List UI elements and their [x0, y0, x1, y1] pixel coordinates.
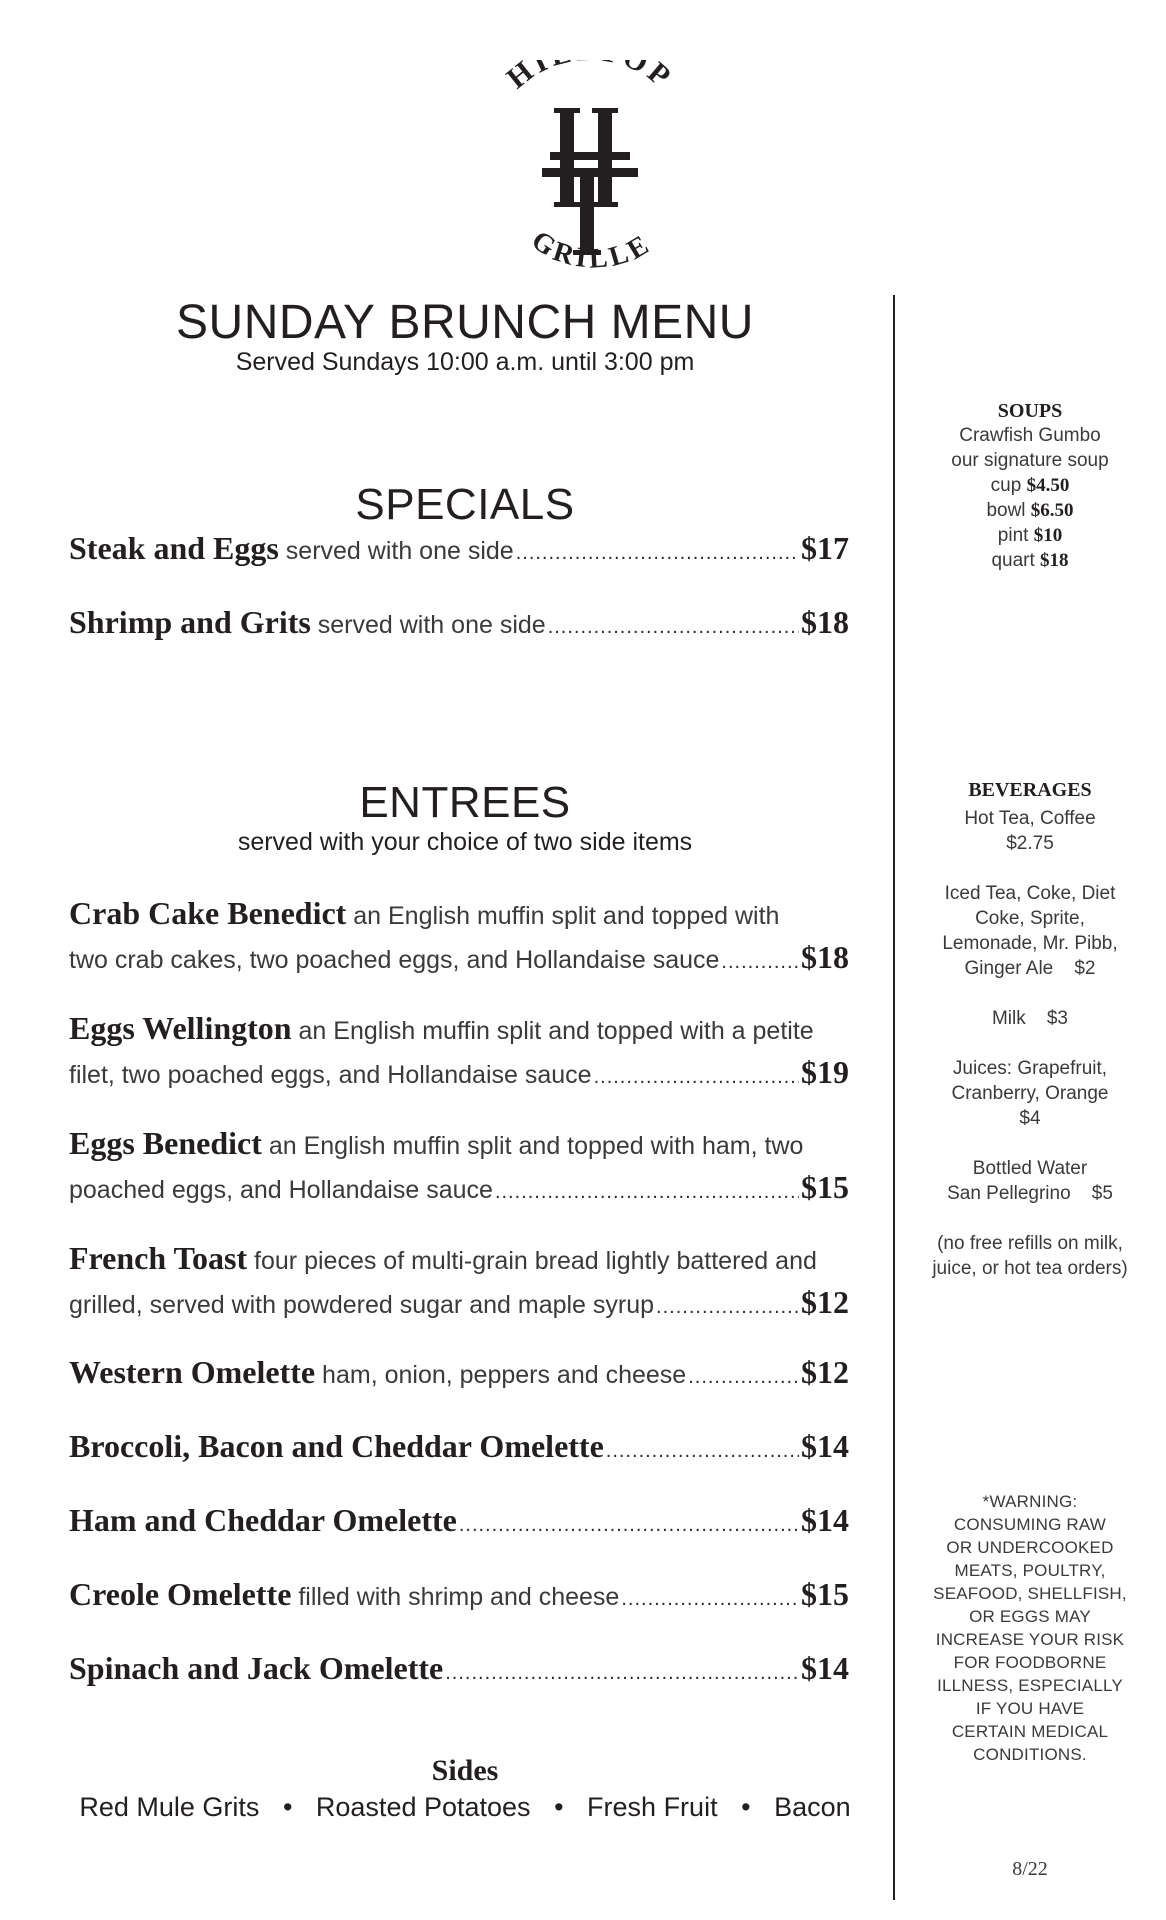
beverage-line: Cranberry, Orange: [951, 1083, 1109, 1104]
item-name: Shrimp and Grits: [69, 604, 311, 640]
item-name: Western Omelette: [69, 1354, 316, 1390]
date-code: 8/22: [1012, 1858, 1048, 1880]
side-item: Roasted Potatoes: [315, 1792, 531, 1822]
bullet-separator: •: [741, 1792, 751, 1822]
refill-note: (no free refills on milk,: [937, 1233, 1123, 1254]
leader-dots: [459, 1505, 799, 1546]
bullet-separator: •: [554, 1792, 564, 1822]
beverage-line: Hot Tea, Coffee: [964, 808, 1096, 829]
beverages-section: [905, 779, 1155, 1281]
entrees-title: ENTREES: [359, 778, 571, 827]
warning-line: OR UNDERCOOKED: [946, 1538, 1114, 1557]
entree-item: [69, 1008, 849, 1098]
leader-dots: [548, 607, 799, 648]
bullet-separator: •: [282, 1792, 293, 1822]
beverages-title: BEVERAGES: [968, 779, 1092, 801]
warning-line: OR EGGS MAY: [969, 1607, 1091, 1626]
beverage-line: Bottled Water: [972, 1158, 1088, 1179]
size-price: $18: [1040, 550, 1069, 571]
svg-text:HILLTOP: [501, 60, 680, 95]
leader-dots: [688, 1357, 799, 1398]
soup-size: [905, 498, 1155, 523]
entree-item: [69, 1238, 849, 1328]
item-description: filled with shrimp and cheese: [291, 1583, 620, 1611]
side-item: Red Mule Grits: [79, 1792, 260, 1822]
item-price: $14: [801, 1650, 849, 1686]
leader-dots: [721, 942, 799, 983]
entree-item: [69, 1123, 849, 1213]
leader-dots: [445, 1653, 799, 1694]
item-price: $15: [801, 1169, 849, 1205]
sides-title: Sides: [431, 1754, 499, 1787]
item-description: served with one side: [278, 537, 514, 565]
warning-line: CONDITIONS.: [973, 1745, 1087, 1764]
leader-dots: [495, 1172, 799, 1213]
leader-dots: [606, 1431, 799, 1472]
size-price: $6.50: [1030, 500, 1074, 521]
warning-line: SEAFOOD, SHELLFISH,: [933, 1584, 1127, 1603]
warning-line: *WARNING:: [982, 1492, 1078, 1511]
item-price: $17: [801, 530, 849, 566]
soup-name: Crawfish Gumbo: [959, 425, 1101, 446]
soup-note: our signature soup: [951, 450, 1109, 471]
item-name: French Toast: [69, 1240, 248, 1276]
item-price: $12: [801, 1284, 849, 1320]
size-label: bowl: [986, 500, 1026, 521]
entree-item: [69, 1426, 849, 1472]
beverage-line: Coke, Sprite,: [975, 908, 1085, 929]
item-name: Broccoli, Bacon and Cheddar Omelette: [69, 1428, 604, 1464]
logo-mark: [470, 60, 710, 280]
item-description: served with one side: [310, 611, 546, 639]
page-title: SUNDAY BRUNCH MENU: [176, 296, 754, 349]
item-description: ham, onion, peppers and cheese: [315, 1361, 687, 1389]
leader-dots: [621, 1579, 799, 1620]
warning-line: IF YOU HAVE: [975, 1699, 1085, 1718]
item-name: Crab Cake Benedict: [69, 895, 347, 931]
item-price: $14: [801, 1428, 849, 1464]
item-description: an English muffin split and topped with ham, two: [261, 1132, 804, 1160]
warning-line: ILLNESS, ESPECIALLY: [937, 1676, 1123, 1695]
soups-title: SOUPS: [997, 400, 1063, 422]
size-price: $10: [1033, 525, 1063, 546]
item-description-cont: poached eggs, and Hollandaise sauce: [69, 1176, 493, 1204]
leader-dots: [516, 533, 799, 574]
beverage-line: Lemonade, Mr. Pibb,: [942, 933, 1118, 954]
beverage-line: Ginger Ale $2: [964, 958, 1096, 979]
beverage-line: San Pellegrino $5: [947, 1183, 1113, 1204]
item-description-cont: grilled, served with powdered sugar and maple syrup: [69, 1291, 655, 1319]
soup-size: [905, 548, 1155, 573]
logo-bottom-text: GRILLE: [525, 224, 658, 275]
entree-item: [69, 1500, 849, 1546]
special-item: [69, 528, 849, 574]
warning-line: CERTAIN MEDICAL: [951, 1722, 1109, 1741]
item-description: an English muffin split and topped with a petite: [291, 1017, 814, 1045]
item-price: $18: [801, 939, 849, 975]
side-item: Fresh Fruit: [587, 1792, 718, 1822]
food-safety-warning: [905, 1490, 1155, 1766]
soups-section: [905, 400, 1155, 573]
item-price: $12: [801, 1354, 849, 1390]
item-name: Eggs Wellington: [69, 1010, 292, 1046]
beverage-line: Iced Tea, Coke, Diet: [944, 883, 1116, 904]
size-label: quart: [991, 550, 1035, 571]
entree-item: [69, 1574, 849, 1620]
soup-size: [905, 473, 1155, 498]
size-label: pint: [997, 525, 1029, 546]
item-description-cont: filet, two poached eggs, and Hollandaise sauce: [69, 1061, 592, 1089]
specials-title: SPECIALS: [355, 480, 575, 529]
size-label: cup: [990, 475, 1022, 496]
column-divider: [893, 295, 895, 1900]
leader-dots: [656, 1287, 799, 1328]
hilltop-grille-logo: [470, 60, 710, 280]
page-subtitle: Served Sundays 10:00 a.m. until 3:00 pm: [235, 348, 695, 376]
item-price: $15: [801, 1576, 849, 1612]
side-item: Bacon: [774, 1792, 851, 1822]
entree-item: [69, 1352, 849, 1398]
item-price: $18: [801, 604, 849, 640]
item-price: $14: [801, 1502, 849, 1538]
beverage-line: Milk $3: [991, 1008, 1069, 1029]
beverage-price: $2.75: [1006, 833, 1054, 854]
entrees-subtitle: served with your choice of two side items: [237, 828, 693, 856]
item-name: Eggs Benedict: [69, 1125, 262, 1161]
item-description: an English muffin split and topped with: [346, 902, 780, 930]
size-price: $4.50: [1026, 475, 1070, 496]
entree-item: [69, 893, 849, 983]
special-item: [69, 602, 849, 648]
item-name: Creole Omelette: [69, 1576, 292, 1612]
sides-list: [70, 1792, 860, 1823]
beverage-price: $4: [1019, 1108, 1041, 1129]
warning-line: FOR FOODBORNE: [953, 1653, 1107, 1672]
item-price: $19: [801, 1054, 849, 1090]
item-name: Spinach and Jack Omelette: [69, 1650, 444, 1686]
item-description-cont: two crab cakes, two poached eggs, and Hollandaise sauce: [69, 946, 720, 974]
item-name: Steak and Eggs: [69, 530, 279, 566]
beverage-line: Juices: Grapefruit,: [952, 1058, 1108, 1079]
warning-line: CONSUMING RAW: [953, 1515, 1107, 1534]
warning-line: MEATS, POULTRY,: [954, 1561, 1106, 1580]
refill-note: juice, or hot tea orders): [932, 1258, 1128, 1279]
item-description: four pieces of multi-grain bread lightly battered and: [247, 1247, 817, 1275]
soup-size: [905, 523, 1155, 548]
entree-item: [69, 1648, 849, 1694]
item-name: Ham and Cheddar Omelette: [69, 1502, 457, 1538]
leader-dots: [594, 1057, 799, 1098]
logo-top-text: HI OP: [500, 60, 680, 96]
warning-line: INCREASE YOUR RISK: [935, 1630, 1125, 1649]
